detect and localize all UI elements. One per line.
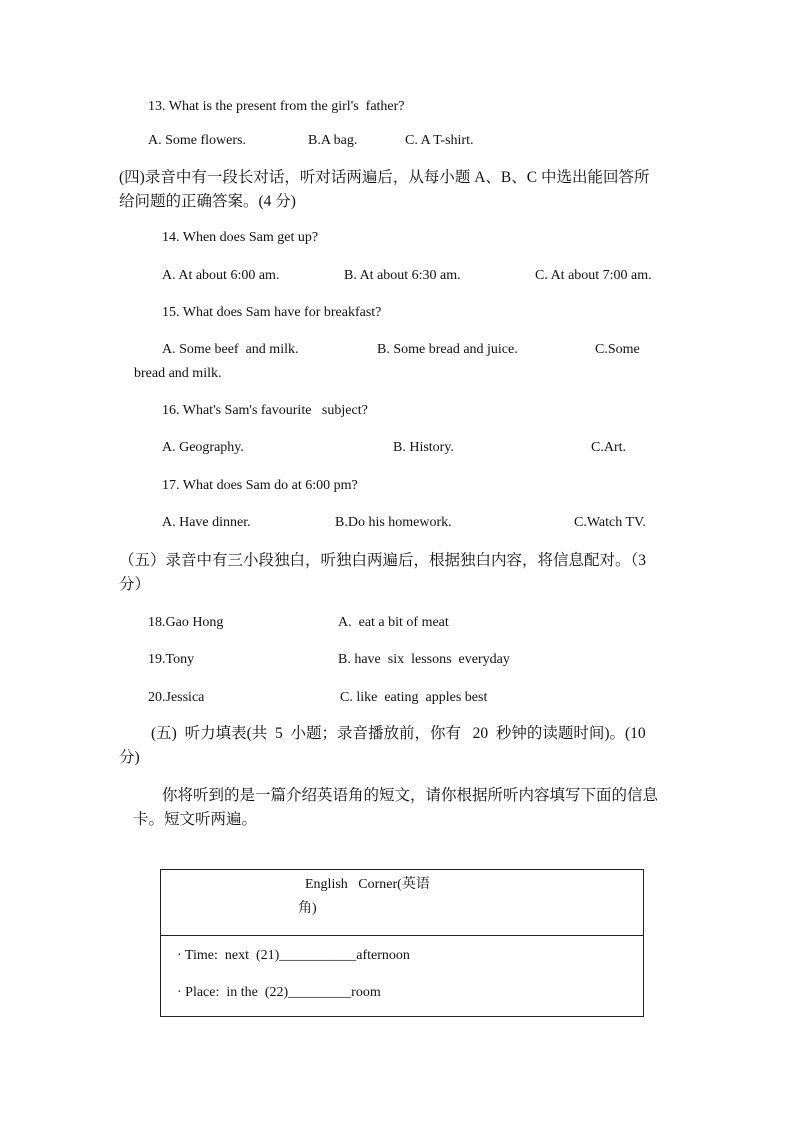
section5-heading-line2: 分） bbox=[119, 576, 151, 593]
q16-option-b: B. History. bbox=[393, 440, 454, 455]
q16-question: 16. What's Sam's favourite subject? bbox=[162, 403, 368, 418]
card-place-row: · Place: in the (22)_________room bbox=[177, 985, 381, 1000]
matching-name: 19.Tony bbox=[148, 652, 195, 667]
section6-intro-line2: 卡。短文听两遍。 bbox=[133, 811, 258, 828]
section6-intro-line1: 你将听到的是一篇介绍英语角的短文，请你根据所听内容填写下面的信息 bbox=[162, 787, 659, 804]
section6-heading-line1: (五) 听力填表(共 5 小题；录音播放前，你有 20 秒钟的读题时间)。(10 bbox=[151, 725, 646, 742]
q15-question: 15. What does Sam have for breakfast? bbox=[162, 305, 382, 320]
q15-option-b: B. Some bread and juice. bbox=[377, 342, 518, 357]
section6-heading-line2: 分) bbox=[119, 749, 140, 766]
q15-option-c-line1: C.Some bbox=[595, 342, 640, 357]
matching-info: C. like eating apples best bbox=[340, 690, 488, 705]
section4-heading-line1: (四)录音中有一段长对话，听对话两遍后，从每小题 A、B、C 中选出能回答所 bbox=[119, 169, 650, 186]
q13-option-b: B.A bag. bbox=[308, 133, 358, 148]
info-card-divider bbox=[161, 935, 643, 936]
matching-name: 20.Jessica bbox=[148, 690, 205, 705]
q14-option-b: B. At about 6:30 am. bbox=[344, 268, 461, 283]
q17-option-a: A. Have dinner. bbox=[162, 515, 251, 530]
section5-heading-line1: （五）录音中有三小段独白，听独白两遍后，根据独白内容，将信息配对。（3 bbox=[119, 552, 647, 569]
q15-option-a: A. Some beef and milk. bbox=[162, 342, 299, 357]
q14-question: 14. When does Sam get up? bbox=[162, 230, 319, 245]
q17-option-c: C.Watch TV. bbox=[574, 515, 646, 530]
q14-option-c: C. At about 7:00 am. bbox=[535, 268, 652, 283]
q13-option-c: C. A T-shirt. bbox=[405, 133, 474, 148]
section4-heading-line2: 给问题的正确答案。(4 分) bbox=[119, 193, 296, 210]
q17-option-b: B.Do his homework. bbox=[335, 515, 452, 530]
matching-info: A. eat a bit of meat bbox=[338, 615, 449, 630]
card-title-line1: English Corner(英语 bbox=[305, 877, 430, 892]
matching-info: B. have six lessons everyday bbox=[338, 652, 510, 667]
q14-option-a: A. At about 6:00 am. bbox=[162, 268, 280, 283]
q17-question: 17. What does Sam do at 6:00 pm? bbox=[162, 478, 358, 493]
q15-option-c-line2: bread and milk. bbox=[134, 366, 222, 381]
q16-option-c: C.Art. bbox=[591, 440, 626, 455]
q13-option-a: A. Some flowers. bbox=[148, 133, 246, 148]
q16-option-a: A. Geography. bbox=[162, 440, 244, 455]
card-title-line2: 角) bbox=[298, 901, 317, 916]
matching-name: 18.Gao Hong bbox=[148, 615, 224, 630]
card-time-row: · Time: next (21)___________afternoon bbox=[177, 948, 410, 963]
q13-question: 13. What is the present from the girl's father? bbox=[148, 99, 405, 114]
